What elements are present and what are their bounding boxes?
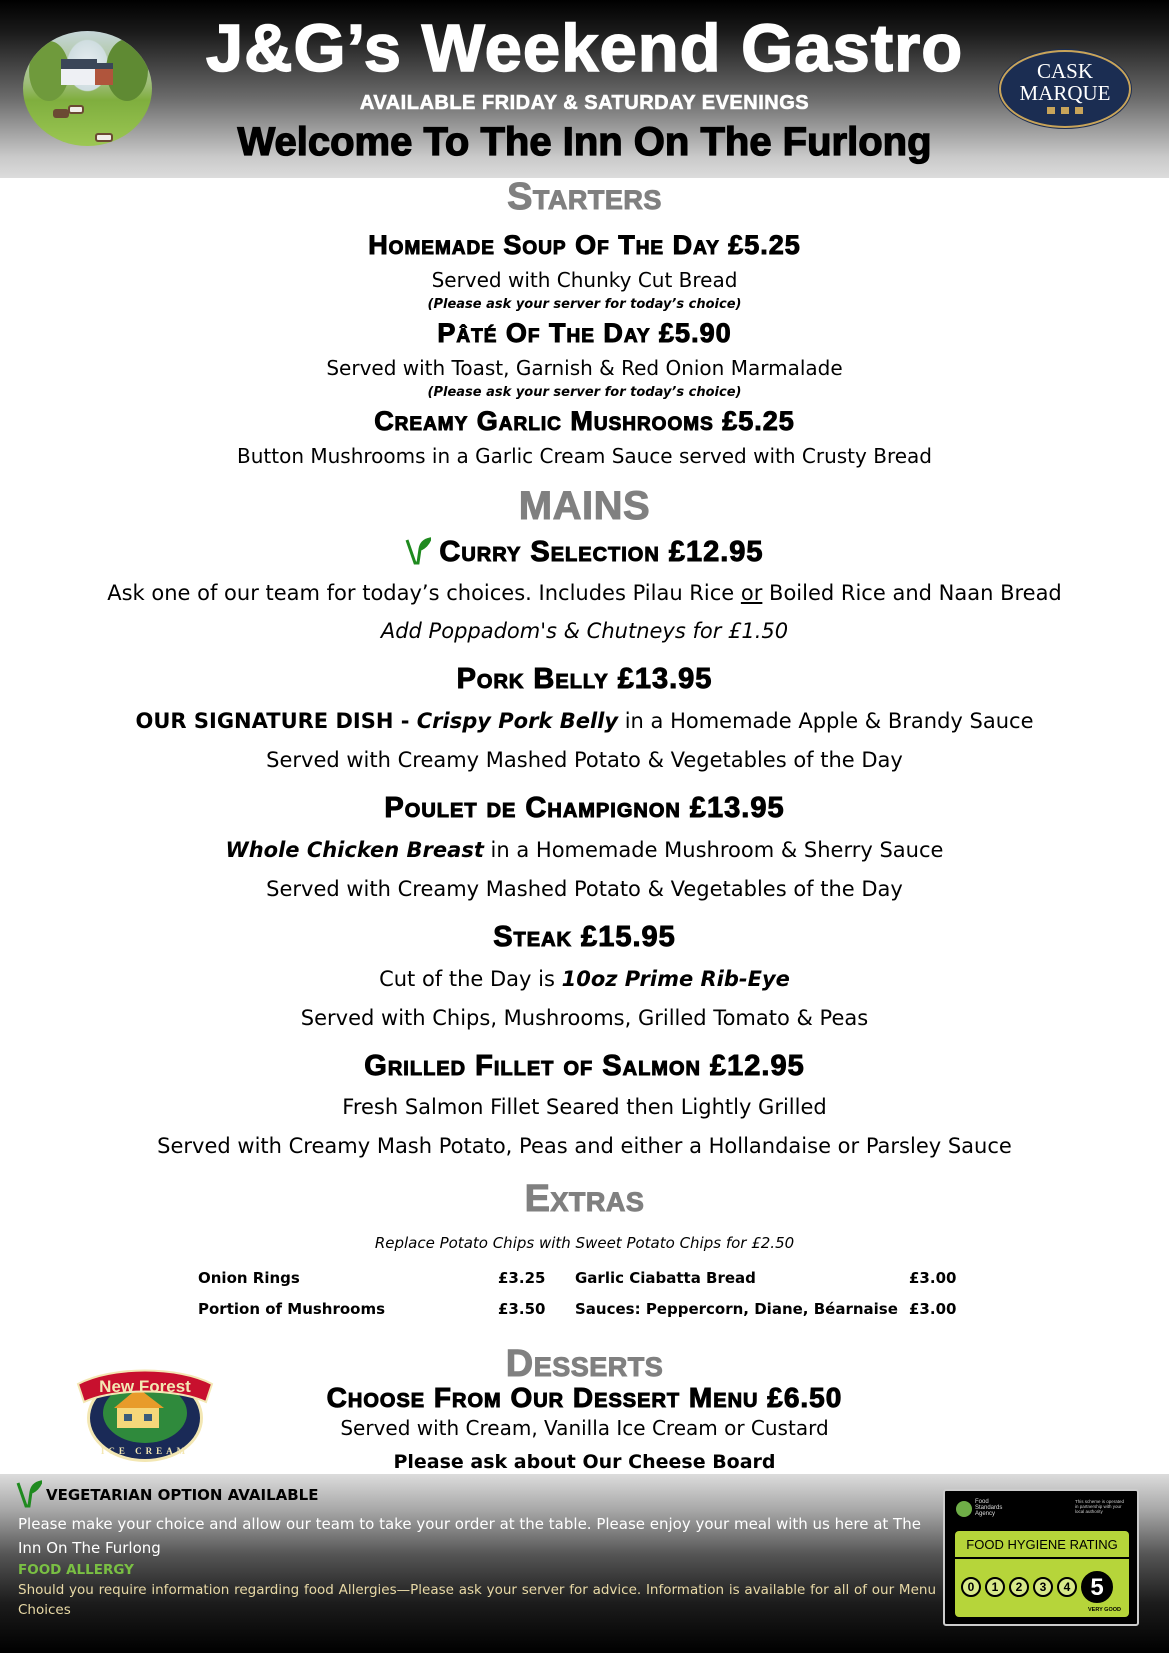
menu-item-desc: Served with Chunky Cut Bread bbox=[431, 268, 738, 292]
hygiene-title: FOOD HYGIENE RATING bbox=[966, 1537, 1118, 1552]
menu-item-title: Curry Selection £12.95 bbox=[439, 536, 764, 568]
extras-row bbox=[0, 1269, 1169, 1297]
section-title-starters: Starters bbox=[507, 176, 662, 218]
rating-label: VERY GOOD bbox=[1087, 1607, 1121, 1613]
menu-item-addon: Add Poppadom's & Chutneys for £1.50 bbox=[380, 619, 789, 643]
desc-bold-italic: Whole Chicken Breast bbox=[225, 838, 484, 862]
cask-marque-line1: CASK bbox=[1036, 59, 1094, 83]
desc-text: Cut of the Day is bbox=[379, 967, 562, 991]
menu-item-title: Poulet de Champignon £13.95 bbox=[384, 792, 785, 824]
vegetarian-icon bbox=[16, 1480, 42, 1508]
desc-text: Boiled Rice and Naan Bread bbox=[762, 581, 1062, 605]
food-hygiene-rating-badge bbox=[943, 1489, 1139, 1626]
hygiene-scores bbox=[961, 1571, 1113, 1603]
extras-note: Replace Potato Chips with Sweet Potato Chips for £2.50 bbox=[374, 1234, 795, 1252]
menu-item-title: Homemade Soup Of The Day £5.25 bbox=[368, 230, 801, 260]
cask-marque-line2: MARQUE bbox=[1019, 81, 1111, 105]
score-5-active: 5 bbox=[1081, 1571, 1113, 1603]
menu-item-desc bbox=[0, 838, 1169, 862]
menu-item-desc: Served with Toast, Garnish & Red Onion Marmalade bbox=[326, 356, 843, 380]
menu-item-desc: Fresh Salmon Fillet Seared then Lightly Grilled bbox=[342, 1095, 827, 1119]
menu-item-note: (Please ask your server for today’s choice) bbox=[427, 385, 742, 400]
section-title-mains: MAINS bbox=[518, 484, 651, 528]
fsa-agency-name: Food Standards Agency bbox=[975, 1499, 1003, 1517]
cheese-board-note: Please ask about Our Cheese Board bbox=[393, 1451, 776, 1473]
menu-item-desc bbox=[0, 709, 1169, 733]
svg-text:ICE CREAM: ICE CREAM bbox=[100, 1446, 190, 1456]
extra-name: Garlic Ciabatta Bread bbox=[575, 1269, 756, 1287]
menu-item-desc bbox=[0, 581, 1169, 605]
score-3: 3 bbox=[1033, 1577, 1053, 1597]
extras-row bbox=[0, 1300, 1169, 1328]
menu-header bbox=[0, 0, 1169, 178]
desc-text: Ask one of our team for today’s choices. Includes Pilau Rice bbox=[107, 581, 741, 605]
extra-name: Portion of Mushrooms bbox=[198, 1300, 386, 1318]
menu-item-title: Grilled Fillet of Salmon £12.95 bbox=[364, 1050, 805, 1082]
menu-item-desc: Served with Chips, Mushrooms, Grilled Tomato & Peas bbox=[300, 1006, 869, 1030]
vegetarian-legend bbox=[16, 1480, 318, 1508]
allergy-heading: FOOD ALLERGY bbox=[18, 1562, 134, 1578]
menu-item-desc: Served with Cream, Vanilla Ice Cream or Custard bbox=[340, 1416, 829, 1440]
menu-item-curry bbox=[0, 536, 1169, 569]
menu-item-desc: Served with Creamy Mashed Potato & Vegetables of the Day bbox=[266, 877, 903, 901]
desc-bold-italic: 10oz Prime Rib-Eye bbox=[561, 967, 790, 991]
desc-bold-italic: Crispy Pork Belly bbox=[416, 709, 619, 733]
menu-item-desc: Button Mushrooms in a Garlic Cream Sauce served with Crusty Bread bbox=[237, 444, 932, 468]
extra-name: Sauces: Peppercorn, Diane, Béarnaise bbox=[575, 1300, 898, 1318]
scheme-note: This scheme is operated in partnership with your local authority bbox=[1075, 1499, 1125, 1514]
menu-item-title: Pâté Of The Day £5.90 bbox=[437, 318, 732, 348]
menu-item-desc: Served with Creamy Mashed Potato & Vegetables of the Day bbox=[266, 748, 903, 772]
score-2: 2 bbox=[1009, 1577, 1029, 1597]
menu-title: J&G’s Weekend Gastro bbox=[205, 11, 964, 86]
extra-price: £3.00 bbox=[909, 1300, 957, 1318]
vegetarian-icon bbox=[405, 537, 431, 565]
extra-price: £3.50 bbox=[498, 1300, 546, 1318]
menu-item-title: Pork Belly £13.95 bbox=[456, 663, 713, 695]
veg-legend-text: VEGETARIAN OPTION AVAILABLE bbox=[46, 1486, 319, 1504]
desc-underlined: or bbox=[740, 581, 763, 605]
svg-text:New Forest: New Forest bbox=[99, 1377, 191, 1396]
hygiene-panel bbox=[955, 1531, 1129, 1617]
cask-marque-logo bbox=[999, 50, 1131, 128]
menu-item-title: Steak £15.95 bbox=[493, 921, 676, 953]
menu-item-desc: Served with Creamy Mash Potato, Peas and either a Hollandaise or Parsley Sauce bbox=[157, 1134, 1012, 1158]
welcome-heading: Welcome To The Inn On The Furlong bbox=[237, 120, 932, 164]
extra-price: £3.00 bbox=[909, 1269, 957, 1287]
score-4: 4 bbox=[1057, 1577, 1077, 1597]
ordering-info: Please make your choice and allow our team to take your order at the table. Please enjoy your meal with us here at The Inn On The Furlong bbox=[18, 1515, 921, 1557]
menu-item-note: (Please ask your server for today’s choice) bbox=[427, 297, 742, 312]
section-title-extras: Extras bbox=[524, 1178, 645, 1220]
desc-text: in a Homemade Apple & Brandy Sauce bbox=[618, 709, 1034, 733]
score-0: 0 bbox=[961, 1577, 981, 1597]
menu-item-desc bbox=[0, 967, 1169, 991]
section-title-desserts: Desserts bbox=[505, 1343, 664, 1385]
extra-name: Onion Rings bbox=[198, 1269, 300, 1287]
menu-item-title: Choose From Our Dessert Menu £6.50 bbox=[326, 1382, 843, 1413]
extra-price: £3.25 bbox=[498, 1269, 546, 1287]
fsa-logo-icon bbox=[956, 1501, 972, 1517]
beer-mugs-icon bbox=[1001, 107, 1129, 114]
score-1: 1 bbox=[985, 1577, 1005, 1597]
desc-bold: OUR SIGNATURE DISH - bbox=[135, 709, 417, 733]
desc-text: in a Homemade Mushroom & Sherry Sauce bbox=[483, 838, 944, 862]
menu-item-title: Creamy Garlic Mushrooms £5.25 bbox=[374, 406, 795, 436]
availability-subtitle: AVAILABLE FRIDAY & SATURDAY EVENINGS bbox=[359, 92, 810, 114]
allergy-info: Should you require information regarding food Allergies—Please ask your server for advice. Information is available for all of our Menu Choices bbox=[18, 1582, 936, 1618]
